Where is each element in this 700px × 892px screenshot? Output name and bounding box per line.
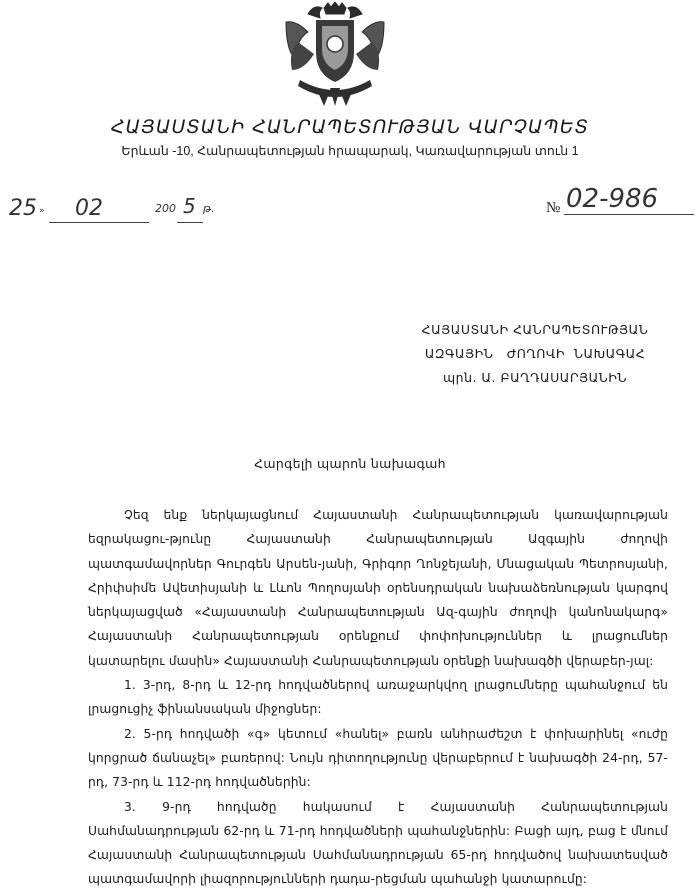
- body-intro-paragraph: Չեզ ենք ներկայացնում Հայաստանի Հանրապետության կառավարության եզրակացու-թյունը Հայաստանի Հանրապետության Ազգային ժողովի պատգամավորներ Գուրգեն Արսեն-յանի, Գրիգոր Ղոնջեյանի, Մնացական Պետրոսյանի, Հրիփսիմե Ավետիսյանի և Լևոն Պողոսյանի օրենսդրական նախաձեռնության կարգով ներկայացված «Հայաստանի Հանրապետության Ազ-գային ժողովի կանոնակարգ» Հայաստանի Հանրապետության օրենքում փոփոխություններ և լրացումներ կատարելու մասին» Հայաստանի Հանրապետության օրենքի նախագծի վերաբեր-յալ:: [88, 508, 668, 668]
- body-item-2: 2. 5-րդ հոդվածի «գ» կետում «հանել» բառն անհրաժեշտ է փոխարինել «ուժը կորցրած ճանաչել» բառերով: Նույն դիտողությունը վերաբերում է նախագծի 24-րդ, 57-րդ, 73-րդ և 112-րդ հոդվածներին:: [88, 726, 668, 790]
- date-month: 02: [75, 196, 103, 221]
- addressee-block: [380, 318, 690, 390]
- body-item-1: 1. 3-րդ, 8-րդ և 12-րդ հոդվածներով առաջարկվող լրացումները պահանջում են լրացուցիչ ֆինանսական միջոցներ:: [88, 678, 668, 717]
- number-sign: №: [546, 200, 561, 216]
- addressee-line-1: ՀԱՅԱՍՏԱՆԻ ՀԱՆՐԱՊԵՏՈՒԹՅԱՆ: [421, 322, 649, 337]
- date-year-digit: 5: [183, 194, 196, 218]
- date-year-prefix: 200: [155, 202, 176, 215]
- number-underline: [564, 214, 694, 215]
- date-month-underline: [49, 222, 149, 223]
- reference-number: [540, 180, 700, 230]
- salutation: Հարգելի պարոն նախագահ: [254, 456, 446, 471]
- number-value: 02-986: [566, 184, 659, 214]
- letter-body: [88, 503, 668, 892]
- date-suffix: թ.: [203, 202, 215, 215]
- letter-date: [5, 192, 265, 232]
- date-day: 25: [9, 196, 37, 221]
- government-address: Երևան -10, Հանրապետության հրապարակ, Կառավարության տուն 1: [121, 144, 579, 158]
- date-separator: »: [39, 206, 45, 216]
- addressee-line-3: պրն. Ա. ԲԱՂԴԱՍԱՐՅԱՆԻՆ: [442, 370, 628, 385]
- addressee-line-2: ԱԶԳԱՅԻՆ ԺՈՂՈՎԻ ՆԱԽԱԳԱՀ: [424, 346, 646, 361]
- body-item-3: 3. 9-րդ հոդվածը հակասում է Հայաստանի Հանրապետության Սահմանադրության 62-րդ և 71-րդ հոդվածների պահանջներին: Բացի այդ, բաց է մնում Հայաստանի Հանրապետության Սահմանադրության 65-րդ հոդվածով նախատեսված պատգամավորի լիազորությունների դադա-րեցման պահանջի կատարումը:: [88, 799, 668, 887]
- date-year-underline: [177, 222, 203, 223]
- government-title: ՀԱՅԱՍՏԱՆԻ ՀԱՆՐԱՊԵՏՈՒԹՅԱՆ ՎԱՐՉԱՊԵՏ: [110, 116, 590, 138]
- armenian-coat-of-arms-icon: [278, 2, 392, 110]
